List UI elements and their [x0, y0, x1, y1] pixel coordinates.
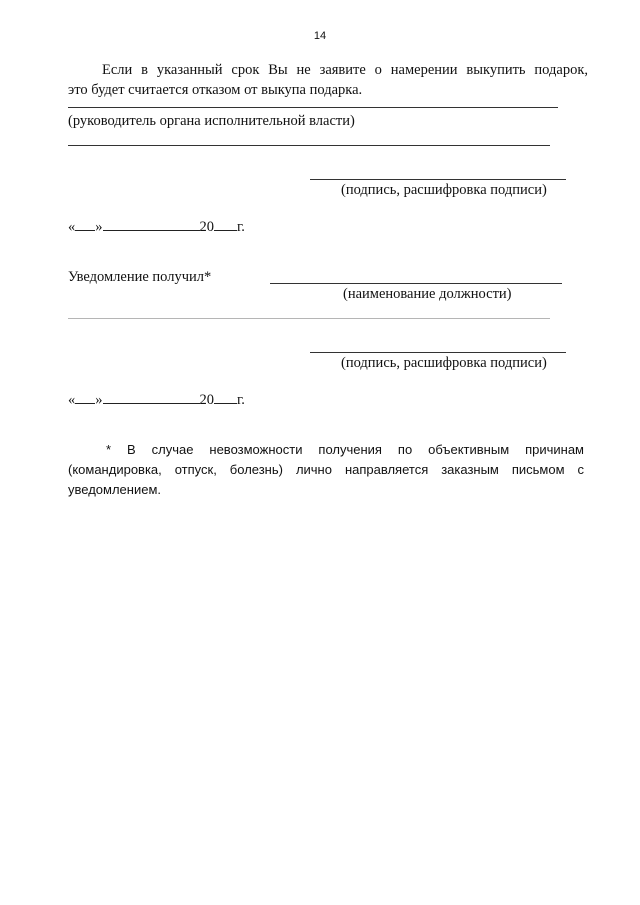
month-blank	[103, 389, 200, 404]
date-field-1	[68, 216, 245, 236]
signature-caption-2: (подпись, расшифровка подписи)	[341, 355, 547, 371]
name-line	[68, 318, 550, 319]
intro-line-2: это будет считается отказом от выкупа подарка.	[68, 82, 363, 98]
signature-line-1	[310, 179, 566, 180]
year-blank	[214, 216, 237, 231]
date-close-quote: »	[95, 392, 103, 408]
position-caption: (наименование должности)	[343, 286, 512, 302]
signature-caption-1: (подпись, расшифровка подписи)	[341, 182, 547, 198]
head-name-line	[68, 107, 558, 108]
position-line	[270, 283, 562, 284]
date-close-quote: »	[95, 219, 103, 235]
signature-line-2	[310, 352, 566, 353]
notice-label: Уведомление получил*	[68, 269, 212, 285]
head-extra-line	[68, 145, 550, 146]
day-blank	[75, 389, 95, 404]
year-suffix: г.	[237, 392, 245, 408]
year-prefix: 20	[199, 392, 214, 408]
date-open-quote: «	[68, 219, 76, 235]
head-label: (руководитель органа исполнительной власти)	[68, 113, 355, 129]
intro-paragraph	[68, 60, 588, 100]
footnote	[68, 440, 584, 500]
intro-line-1: Если в указанный срок Вы не заявите о намерении выкупить подарок,	[102, 62, 588, 78]
footnote-line-2: (командировка, отпуск, болезнь) лично направляется заказным письмом с	[68, 462, 584, 477]
day-blank	[75, 216, 95, 231]
month-blank	[103, 216, 200, 231]
year-blank	[214, 389, 237, 404]
date-field-2	[68, 389, 245, 409]
date-open-quote: «	[68, 392, 76, 408]
footnote-line-1: * В случае невозможности получения по объективным причинам	[106, 442, 584, 457]
footnote-line-3: уведомлением.	[68, 482, 161, 497]
year-suffix: г.	[237, 219, 245, 235]
page-number: 14	[313, 30, 327, 42]
year-prefix: 20	[199, 219, 214, 235]
